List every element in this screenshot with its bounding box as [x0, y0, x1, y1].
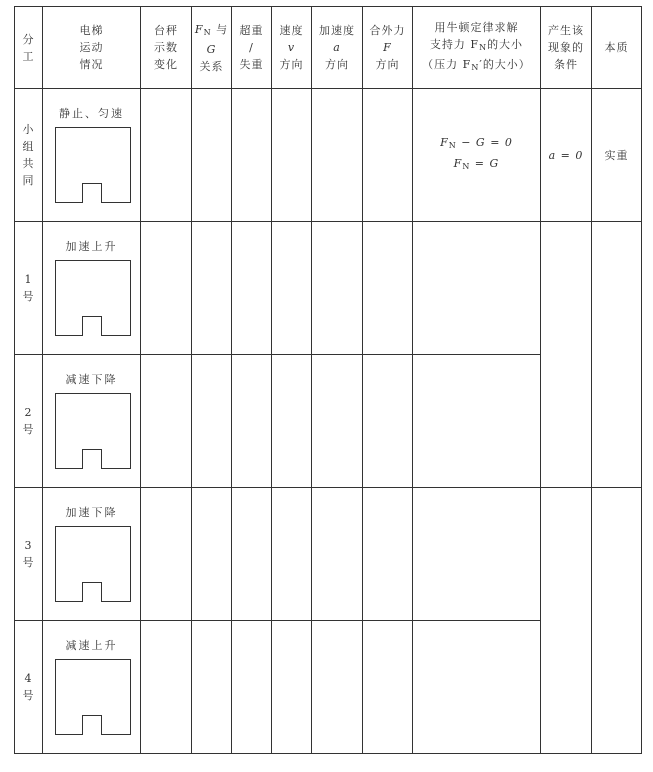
answer-cell[interactable]	[363, 222, 413, 355]
answer-cell[interactable]	[363, 488, 413, 621]
answer-cell[interactable]	[272, 89, 312, 222]
answer-cell[interactable]	[413, 355, 541, 488]
group-cell: 3号	[15, 488, 43, 621]
header-essence: 本质	[592, 7, 642, 89]
group-cell: 小组共同	[15, 89, 43, 222]
answer-cell[interactable]	[232, 621, 272, 754]
answer-cell[interactable]	[541, 488, 592, 754]
motion-label: 减速下降	[65, 373, 118, 386]
motion-cell	[43, 89, 141, 222]
elevator-diagram	[55, 526, 131, 602]
answer-cell[interactable]	[141, 355, 192, 488]
answer-cell[interactable]	[312, 89, 363, 222]
group-cell: 1号	[15, 222, 43, 355]
motion-label: 加速下降	[65, 506, 118, 519]
answer-cell[interactable]	[363, 621, 413, 754]
scale-block	[82, 715, 102, 735]
answer-cell[interactable]	[232, 89, 272, 222]
physics-worksheet-table	[14, 6, 642, 754]
elevator-diagram	[55, 393, 131, 469]
answer-cell[interactable]	[192, 222, 232, 355]
condition-cell: a = 0	[541, 89, 592, 222]
answer-cell[interactable]	[141, 222, 192, 355]
motion-cell	[43, 355, 141, 488]
answer-cell[interactable]	[192, 621, 232, 754]
answer-cell[interactable]	[232, 355, 272, 488]
answer-cell[interactable]	[363, 355, 413, 488]
group-cell: 2号	[15, 355, 43, 488]
scale-block	[82, 582, 102, 602]
answer-cell[interactable]	[413, 621, 541, 754]
group-cell: 4号	[15, 621, 43, 754]
scale-block	[82, 316, 102, 336]
answer-cell[interactable]	[312, 488, 363, 621]
motion-label: 加速上升	[65, 240, 118, 253]
elevator-diagram	[55, 659, 131, 735]
formula-line-2: $F_N = G$	[453, 157, 500, 171]
formula-cell	[413, 89, 541, 222]
answer-cell[interactable]	[592, 488, 642, 754]
header-fn-g: $F_N$ 与 G 关系	[192, 7, 232, 89]
answer-cell[interactable]	[312, 355, 363, 488]
answer-cell[interactable]	[413, 488, 541, 621]
table-row	[15, 89, 642, 222]
scale-block	[82, 449, 102, 469]
answer-cell[interactable]	[232, 222, 272, 355]
header-row	[15, 7, 642, 89]
motion-cell	[43, 488, 141, 621]
header-overweight: 超重 / 失重	[232, 7, 272, 89]
header-motion: 电梯 运动 情况	[43, 7, 141, 89]
answer-cell[interactable]	[232, 488, 272, 621]
answer-cell[interactable]	[272, 488, 312, 621]
motion-label: 减速上升	[65, 639, 118, 652]
header-velocity: 速度 v 方向	[272, 7, 312, 89]
formula-line-1: $F_N - G = 0$	[440, 136, 513, 150]
essence-cell: 实重	[592, 89, 642, 222]
header-condition: 产生该 现象的 条件	[541, 7, 592, 89]
answer-cell[interactable]	[192, 488, 232, 621]
answer-cell[interactable]	[141, 89, 192, 222]
header-scale: 台秤 示数 变化	[141, 7, 192, 89]
table-row	[15, 222, 642, 355]
answer-cell[interactable]	[541, 222, 592, 488]
header-force: 合外力 F 方向	[363, 7, 413, 89]
motion-label: 静止、匀速	[59, 107, 124, 120]
answer-cell[interactable]	[413, 222, 541, 355]
answer-cell[interactable]	[312, 621, 363, 754]
answer-cell[interactable]	[141, 488, 192, 621]
motion-cell	[43, 621, 141, 754]
header-group: 分 工	[15, 7, 43, 89]
header-newton: 用牛顿定律求解 支持力 $F_N$的大小 （压力 $F_N'$的大小）	[413, 7, 541, 89]
answer-cell[interactable]	[141, 621, 192, 754]
answer-cell[interactable]	[192, 89, 232, 222]
motion-cell	[43, 222, 141, 355]
answer-cell[interactable]	[272, 355, 312, 488]
answer-cell[interactable]	[312, 222, 363, 355]
elevator-diagram	[55, 127, 131, 203]
answer-cell[interactable]	[272, 222, 312, 355]
table-row	[15, 488, 642, 621]
header-acceleration: 加速度 a 方向	[312, 7, 363, 89]
answer-cell[interactable]	[592, 222, 642, 488]
scale-block	[82, 183, 102, 203]
answer-cell[interactable]	[363, 89, 413, 222]
answer-cell[interactable]	[272, 621, 312, 754]
answer-cell[interactable]	[192, 355, 232, 488]
elevator-diagram	[55, 260, 131, 336]
